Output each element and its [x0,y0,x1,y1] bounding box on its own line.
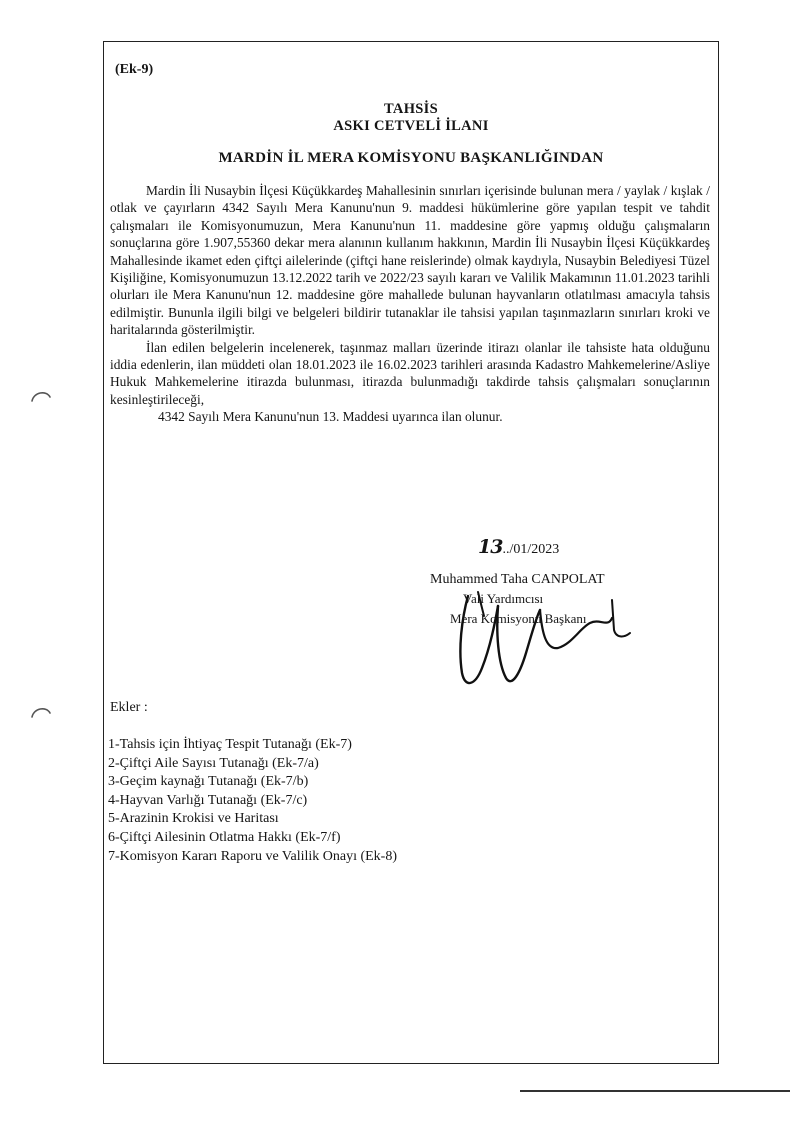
annex-item: 6-Çiftçi Ailesinin Otlatma Hakkı (Ek-7/f) [108,829,341,845]
printed-date: ../01/2023 [502,542,560,557]
announcement-body [110,182,710,426]
issuer-heading: MARDİN İL MERA KOMİSYONU BAŞKANLIĞINDAN [218,150,604,166]
annex-item: 2-Çiftçi Aile Sayısı Tutanağı (Ek-7/a) [108,755,319,771]
annex-list [108,736,397,866]
announcement-date [478,536,559,558]
title-line-2: ASKI CETVELİ İLANI [333,118,489,134]
title-line-1: TAHSİS [384,101,438,117]
paragraph-announcement: 4342 Sayılı Mera Kanunu'nun 13. Maddesi uyarınca ilan olunur. [158,409,503,425]
annex-item: 4-Hayvan Varlığı Tutanağı (Ek-7/c) [108,792,308,808]
annex-item: 5-Arazinin Krokisi ve Haritası [108,811,279,827]
signatory-title-1: Vali Yardımcısı [463,591,544,606]
annex-heading: Ekler : [110,700,148,715]
annex-item: 7-Komisyon Kararı Raporu ve Valilik Onayı (Ek-8) [108,848,398,864]
signatory-title-2: Mera Komisyonu Başkanı [450,611,587,626]
paragraph-objection: İlan edilen belgelerin incelenerek, taşınmaz malları üzerinde itirazı olanlar ile tahsiste hata olduğunu iddia edenlerin, ilan müddeti olan 18.01.2023 ile 16.02.2023 tarihleri arasında Kadastro Mahkemelerine/Asliye Hukuk Mahkemelerine itirazda bulunması, itirazda bulunmadığı takdirde tahsis çalışmaları sonuçlarının kesinleştirileceği, [110,339,710,407]
annex-item: 1-Tahsis için İhtiyaç Tespit Tutanağı (Ek-7) [108,737,352,752]
punch-hole-icon [30,704,52,718]
page-edge-line [520,1090,790,1092]
annex-tag: (Ek-9) [115,62,154,77]
punch-hole-icon [30,388,52,402]
paragraph-allocation: Mardin İli Nusaybin İlçesi Küçükkardeş Mahallesinin sınırları içerisinde bulunan mera / yaylak / kışlak / otlak ve çayırların 4342 Sayılı Mera Kanunu'nun 9. maddesi hükümlerine göre yapılan tespit ve tahdit çalışmaları ile Komisyonumuzun, Mera Kanunu'nun 11. maddesine göre yapmış olduğu çalışmaların sonuçlarına göre 1.907,55360 dekar mera alanının kullanım hakkının, Mardin İli Nusaybin İlçesi Küçükkardeş Mahallesinde ikamet eden çiftçi ailelerinde (çiftçi hane reislerinde) olmak kaydıyla, Nusaybin Belediyesi Tüzel Kişiliğine, Komisyonumuzun 13.12.2022 tarih ve 2022/23 sayılı kararı ve Valilik Makamının 11.01.2023 tarihli olurları ile Mera Kanunu'nun 12. maddesine göre mahallede bulunan hayvanların otlatılması amacıyla tahsis edilmiştir. Bununla ilgili bilgi ve belgeleri bildirir tutanaklar ile tahsisi yapılan taşınmazların sınırları kroki ve haritalarında gösterilmiştir. [110,183,710,338]
handwritten-day: 13 [478,536,503,558]
annex-item: 3-Geçim kaynağı Tutanağı (Ek-7/b) [108,774,309,790]
signature-icon [440,588,640,698]
signatory-name: Muhammed Taha CANPOLAT [430,572,605,587]
